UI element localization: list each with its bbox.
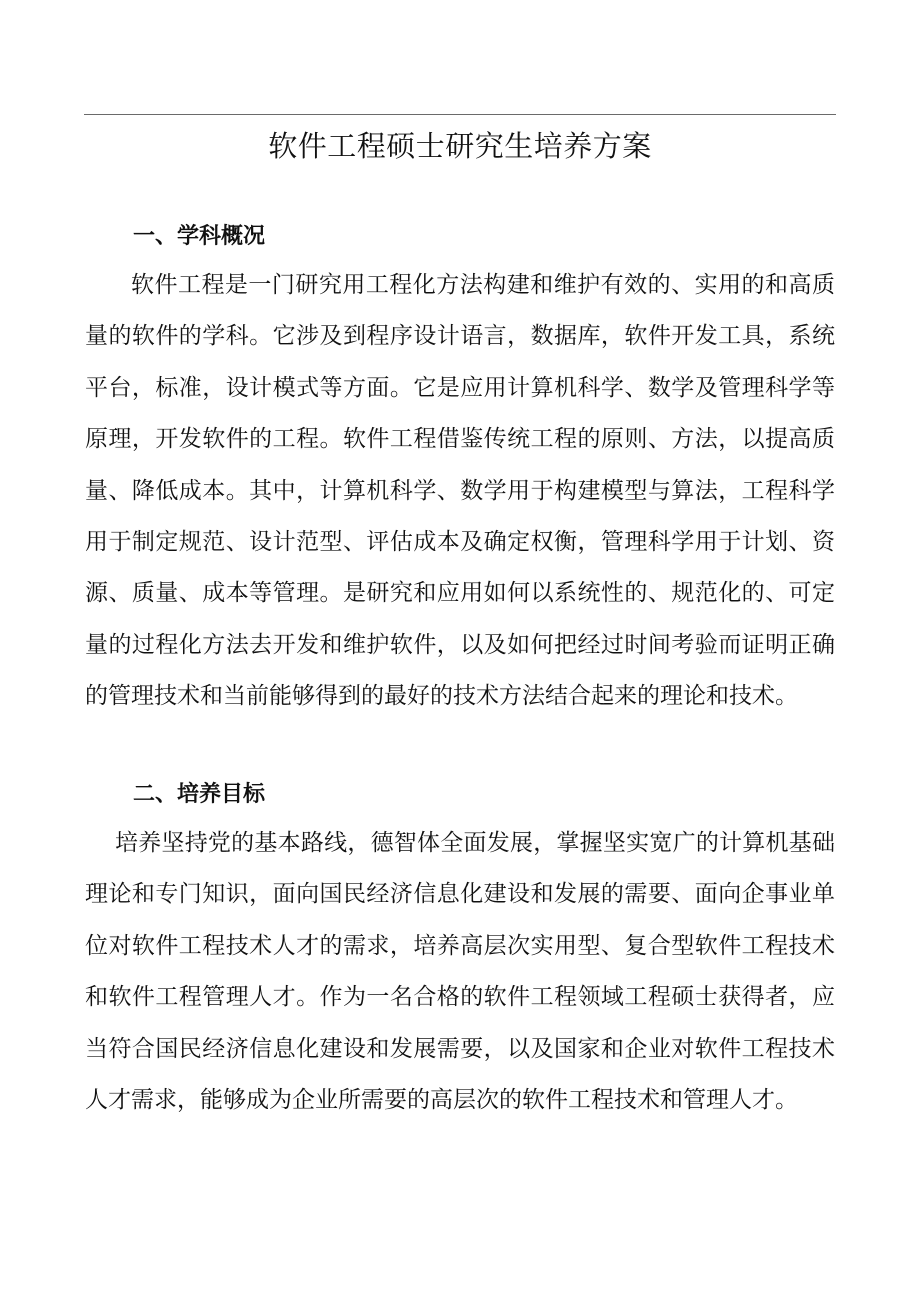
section-body-training-goals: 培养坚持党的基本路线，德智体全面发展，掌握坚实宽广的计算机基础理论和专门知识，面向国民经济信息化建设和发展的需要、面向企事业单位对软件工程技术人才的需求，培养高层次实用型、复合型软件工程技术和软件工程管理人才。作为一名合格的软件工程领域工程硕士获得者，应当符合国民经济信息化建设和发展需要，以及国家和企业对软件工程技术人才需求，能够成为企业所需要的高层次的软件工程技术和管理人才。 [85, 830, 835, 1114]
document-title: 软件工程硕士研究生培养方案 [268, 129, 652, 163]
section-heading-training-goals: 二、培养目标 [133, 782, 266, 807]
header-rule [84, 114, 836, 115]
section-heading-subject-overview: 一、学科概况 [133, 224, 266, 249]
section-body-subject-overview: 软件工程是一门研究用工程化方法构建和维护有效的、实用的和高质量的软件的学科。它涉及到程序设计语言，数据库，软件开发工具，系统平台，标准，设计模式等方面。它是应用计算机科学、数学及管理科学等原理，开发软件的工程。软件工程借鉴传统工程的原则、方法，以提高质量、降低成本。其中，计算机科学、数学用于构建模型与算法，工程科学用于制定规范、设计范型、评估成本及确定权衡，管理科学用于计划、资源、质量、成本等管理。是研究和应用如何以系统性的、规范化的、可定量的过程化方法去开发和维护软件，以及如何把经过时间考验而证明正确的管理技术和当前能够得到的最好的技术方法结合起来的理论和技术。 [85, 272, 835, 710]
